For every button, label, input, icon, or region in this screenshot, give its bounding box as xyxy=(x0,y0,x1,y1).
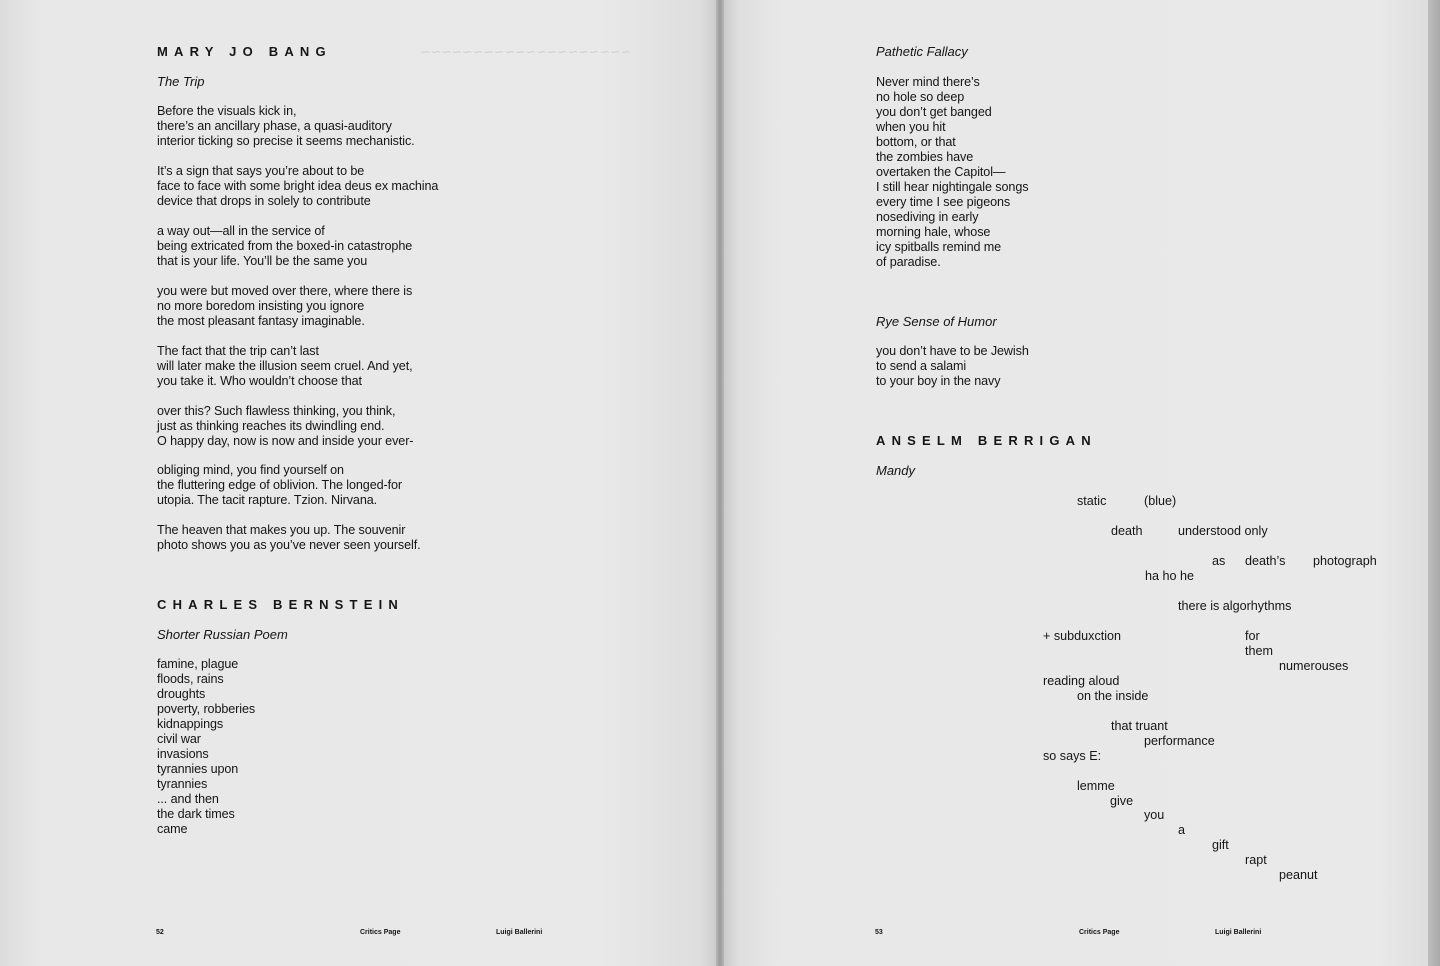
poem-line: to send a salami xyxy=(876,359,967,373)
page-edge xyxy=(1428,0,1440,966)
poem-line: being extricated from the boxed-in catastrophe xyxy=(157,239,413,253)
poem-word: rapt xyxy=(1245,853,1267,867)
poem-title: Shorter Russian Poem xyxy=(157,627,288,642)
stanza xyxy=(157,657,255,837)
poem-line: kidnappings xyxy=(157,717,224,731)
poem-line: The fact that the trip can’t last xyxy=(157,344,319,358)
poem-line: famine, plague xyxy=(157,657,239,671)
poem-line: tyrannies upon xyxy=(157,762,239,776)
section-name: Critics Page xyxy=(1079,929,1120,936)
poem-line: just as thinking reaches its dwindling end. xyxy=(157,419,385,433)
poem-line: face to face with some bright idea deus ex machina xyxy=(157,179,439,193)
page-number: 52 xyxy=(156,929,164,936)
page-number: 53 xyxy=(875,929,883,936)
poem-word: ha ho he xyxy=(1145,569,1195,583)
poem-line: came xyxy=(157,822,188,836)
poem-line: you were but moved over there, where there is xyxy=(157,284,413,298)
poem-line: bottom, or that xyxy=(876,135,956,149)
poem-word: + subduxction xyxy=(1043,629,1122,643)
poem-line: Never mind there’s xyxy=(876,75,980,89)
poem-word: death xyxy=(1111,524,1143,538)
poem-word: death’s xyxy=(1245,554,1286,568)
poem-word: reading aloud xyxy=(1043,674,1120,688)
stanza xyxy=(157,404,413,449)
poem-word: numerouses xyxy=(1279,659,1349,673)
right-page xyxy=(720,0,1428,966)
stanza xyxy=(876,344,1029,389)
poem-word: there is algorhythms xyxy=(1178,599,1292,613)
poem-line: I still hear nightingale songs xyxy=(876,180,1029,194)
poem-word: (blue) xyxy=(1144,494,1177,508)
section-name: Critics Page xyxy=(360,929,401,936)
stanza xyxy=(876,75,1028,270)
poem-line: tyrannies xyxy=(157,777,208,791)
poem-word: understood only xyxy=(1178,524,1268,538)
poem-line: to your boy in the navy xyxy=(876,374,1001,388)
poem-word: as xyxy=(1212,554,1226,568)
poem-line: you don’t get banged xyxy=(876,105,992,119)
stanza xyxy=(157,523,421,553)
poem-line: overtaken the Capitol— xyxy=(876,165,1006,179)
poem-line: device that drops in solely to contribute xyxy=(157,194,371,208)
poem-word: that truant xyxy=(1111,719,1168,733)
poem-line: the most pleasant fantasy imaginable. xyxy=(157,314,365,328)
author-heading: CHARLES BERNSTEIN xyxy=(157,597,404,612)
poem-word: static xyxy=(1077,494,1107,508)
poem-title: Rye Sense of Humor xyxy=(876,314,997,329)
poem-word: for xyxy=(1245,629,1260,643)
poem-line: floods, rains xyxy=(157,672,224,686)
editor-name: Luigi Ballerini xyxy=(496,929,543,936)
poem-line: you don’t have to be Jewish xyxy=(876,344,1029,358)
poem-line: ... and then xyxy=(157,792,219,806)
editor-name: Luigi Ballerini xyxy=(1215,929,1262,936)
poem-line: no hole so deep xyxy=(876,90,965,104)
author-heading: MARY JO BANG xyxy=(157,44,332,59)
stanza xyxy=(157,224,412,269)
poem-line: that is your life. You’ll be the same you xyxy=(157,254,368,268)
poem-line: you take it. Who wouldn’t choose that xyxy=(157,374,362,388)
poem-line: O happy day, now is now and inside your ever- xyxy=(157,434,414,448)
poem-line: Before the visuals kick in, xyxy=(157,104,297,118)
poem-line: interior ticking so precise it seems mechanistic. xyxy=(157,134,415,148)
stanza xyxy=(157,344,413,389)
poem-word: lemme xyxy=(1077,779,1115,793)
poem-line: morning hale, whose xyxy=(876,225,991,239)
poem-line: The heaven that makes you up. The souvenir xyxy=(157,523,406,537)
book-gutter xyxy=(716,0,724,966)
stanza xyxy=(157,164,438,209)
poem-word: performance xyxy=(1144,734,1215,748)
author-heading: ANSELM BERRIGAN xyxy=(876,433,1097,448)
poem-title: Mandy xyxy=(876,463,916,478)
poem-word: gift xyxy=(1212,838,1229,852)
poem-line: the dark times xyxy=(157,807,235,821)
poem-line: civil war xyxy=(157,732,201,746)
poem-line: invasions xyxy=(157,747,209,761)
poem-line: when you hit xyxy=(876,120,946,134)
poem-line: no more boredom insisting you ignore xyxy=(157,299,365,313)
poem-line: utopia. The tacit rapture. Tzion. Nirvana. xyxy=(157,493,378,507)
stanza xyxy=(157,463,402,508)
poem-title: The Trip xyxy=(157,74,205,89)
poem-line: the zombies have xyxy=(876,150,974,164)
poem-line: there’s an ancillary phase, a quasi-auditory xyxy=(157,119,392,133)
poem-word: them xyxy=(1245,644,1273,658)
poem-word: a xyxy=(1178,823,1186,837)
poem-line: photo shows you as you’ve never seen yourself. xyxy=(157,538,421,552)
show-through-text: ∼∼∼∼∼∼∼∼∼∼∼∼∼∼∼∼∼∼∼∼ xyxy=(420,45,632,59)
poem-line: every time I see pigeons xyxy=(876,195,1011,209)
poem-line: will later make the illusion seem cruel. And yet, xyxy=(157,359,413,373)
stanza xyxy=(157,284,412,329)
poem-word: you xyxy=(1144,808,1165,822)
poem-line: It’s a sign that says you’re about to be xyxy=(157,164,365,178)
poem-line: over this? Such flawless thinking, you think, xyxy=(157,404,396,418)
poem-word: photograph xyxy=(1313,554,1377,568)
poem-line: a way out—all in the service of xyxy=(157,224,325,238)
poem-word: give xyxy=(1110,794,1134,808)
poem-line: of paradise. xyxy=(876,255,941,269)
poem-word: so says E: xyxy=(1043,749,1102,763)
poem-line: poverty, robberies xyxy=(157,702,256,716)
stanza xyxy=(157,104,415,149)
poem-line: icy spitballs remind me xyxy=(876,240,1002,254)
poem-word: peanut xyxy=(1279,868,1318,882)
poem-line: nosediving in early xyxy=(876,210,979,224)
poem-line: obliging mind, you find yourself on xyxy=(157,463,344,477)
poem-word: on the inside xyxy=(1077,689,1149,703)
poem-line: the fluttering edge of oblivion. The longed-for xyxy=(157,478,403,492)
poem-title: Pathetic Fallacy xyxy=(876,44,968,59)
poem-line: droughts xyxy=(157,687,206,701)
